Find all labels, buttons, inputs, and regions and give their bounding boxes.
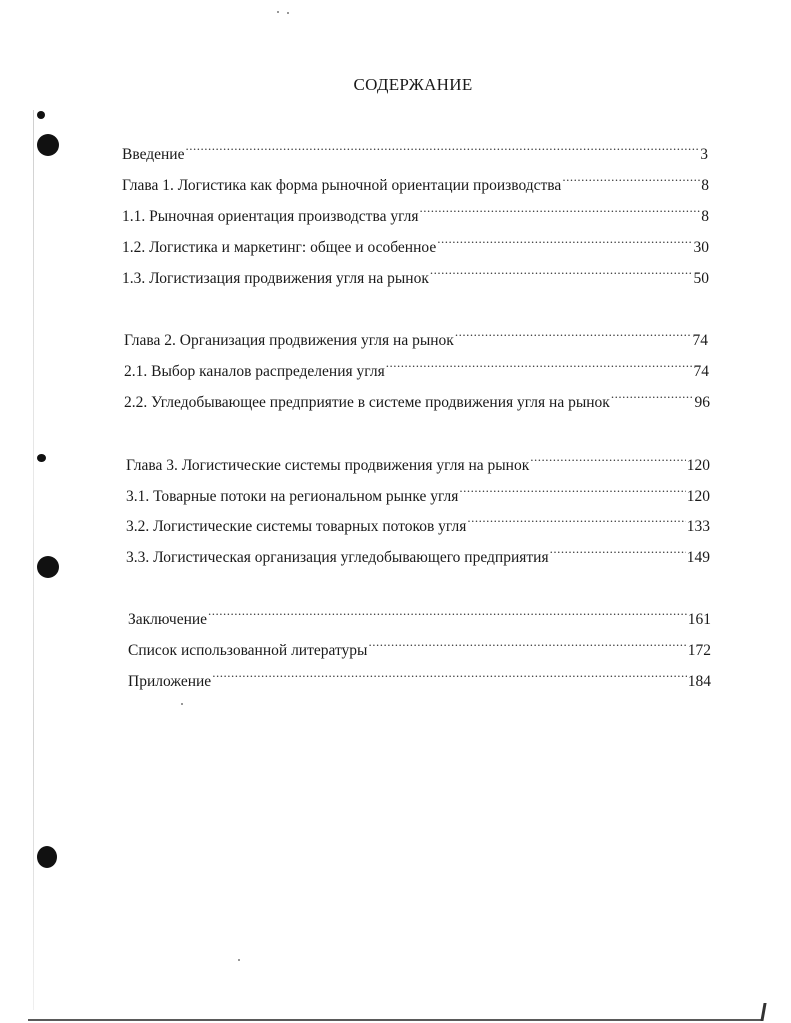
toc-leader-dots [386, 356, 693, 376]
toc-entry-section-1-1 [122, 201, 709, 225]
toc-entry-label: 3.1. Товарные потоки на региональном рынке угля [126, 488, 459, 505]
toc-leader-dots [420, 201, 701, 221]
toc-leader-dots [562, 170, 700, 190]
toc-page-number: 133 [686, 518, 710, 535]
page-title: СОДЕРЖАНИЕ [353, 75, 473, 94]
toc-page-number: 30 [693, 239, 709, 256]
toc-page-number: 50 [693, 270, 709, 287]
toc-entry-label: 2.1. Выбор каналов распределения угля [124, 363, 385, 380]
toc-entry-label: Глава 1. Логистика как форма рыночной ориентации производства [122, 177, 562, 194]
punch-hole-4 [37, 556, 59, 578]
toc-entry-section-2-1 [124, 356, 709, 380]
toc-page-number: 120 [686, 457, 710, 474]
punch-hole-3 [37, 454, 46, 462]
page-corner-mark [760, 1003, 766, 1021]
toc-entry-chapter-3 [126, 450, 710, 474]
toc-entry-section-1-3 [122, 263, 709, 287]
toc-leader-dots [550, 542, 686, 562]
toc-page-number: 74 [693, 363, 709, 380]
toc-page-number: 74 [692, 332, 708, 349]
toc-leader-dots [368, 635, 686, 655]
toc-entry-label: 1.1. Рыночная ориентация производства угля [122, 208, 419, 225]
toc-leader-dots [455, 325, 692, 345]
toc-page-number: 8 [701, 177, 709, 194]
toc-entry-label: 1.3. Логистизация продвижения угля на рынок [122, 270, 429, 287]
toc-entry-introduction [122, 139, 708, 163]
toc-entry-label: Приложение [128, 673, 212, 690]
page-left-edge [33, 110, 34, 1010]
toc-entry-chapter-1 [122, 170, 709, 194]
punch-hole-2 [37, 134, 59, 156]
toc-leader-dots [208, 604, 687, 624]
toc-entry-label: Глава 2. Организация продвижения угля на рынок [124, 332, 454, 349]
toc-leader-dots [437, 232, 692, 252]
toc-entry-label: Заключение [128, 611, 208, 628]
page-bottom-edge [28, 1019, 763, 1021]
toc-entry-conclusion [128, 604, 711, 628]
toc-page-number: 184 [687, 673, 711, 690]
toc-leader-dots [212, 666, 687, 686]
toc-page-number: 161 [687, 611, 711, 628]
toc-entry-section-3-3 [126, 542, 710, 566]
toc-entry-section-2-2 [124, 387, 710, 411]
scan-speck [277, 11, 279, 13]
scan-speck [287, 12, 289, 14]
scan-speck [181, 703, 183, 705]
toc-page-number: 149 [686, 549, 710, 566]
toc-leader-dots [459, 481, 685, 501]
toc-leader-dots [611, 387, 694, 407]
toc-page-number: 120 [686, 488, 710, 505]
toc-leader-dots [530, 450, 685, 470]
toc-entry-appendix [128, 666, 711, 690]
toc-page-number: 172 [687, 642, 711, 659]
toc-leader-dots [430, 263, 693, 283]
toc-page-number: 3 [700, 146, 708, 163]
punch-hole-1 [37, 111, 45, 119]
toc-entry-section-3-2 [126, 511, 710, 535]
scan-speck [238, 959, 240, 961]
toc-entry-label: 3.3. Логистическая организация угледобывающего предприятия [126, 549, 549, 566]
punch-hole-5 [37, 846, 57, 868]
toc-leader-dots [185, 139, 699, 159]
toc-entry-label: Список использованной литературы [128, 642, 368, 659]
toc-page-number: 96 [694, 394, 710, 411]
toc-entry-chapter-2 [124, 325, 708, 349]
toc-entry-section-3-1 [126, 481, 710, 505]
toc-entry-bibliography [128, 635, 711, 659]
toc-entry-label: 2.2. Угледобывающее предприятие в системе продвижения угля на рынок [124, 394, 610, 411]
toc-leader-dots [467, 511, 685, 531]
toc-entry-label: Глава 3. Логистические системы продвижения угля на рынок [126, 457, 530, 474]
toc-entry-label: Введение [122, 146, 185, 163]
toc-entry-label: 1.2. Логистика и маркетинг: общее и особенное [122, 239, 437, 256]
toc-page-number: 8 [701, 208, 709, 225]
toc-entry-label: 3.2. Логистические системы товарных потоков угля [126, 518, 467, 535]
toc-entry-section-1-2 [122, 232, 709, 256]
